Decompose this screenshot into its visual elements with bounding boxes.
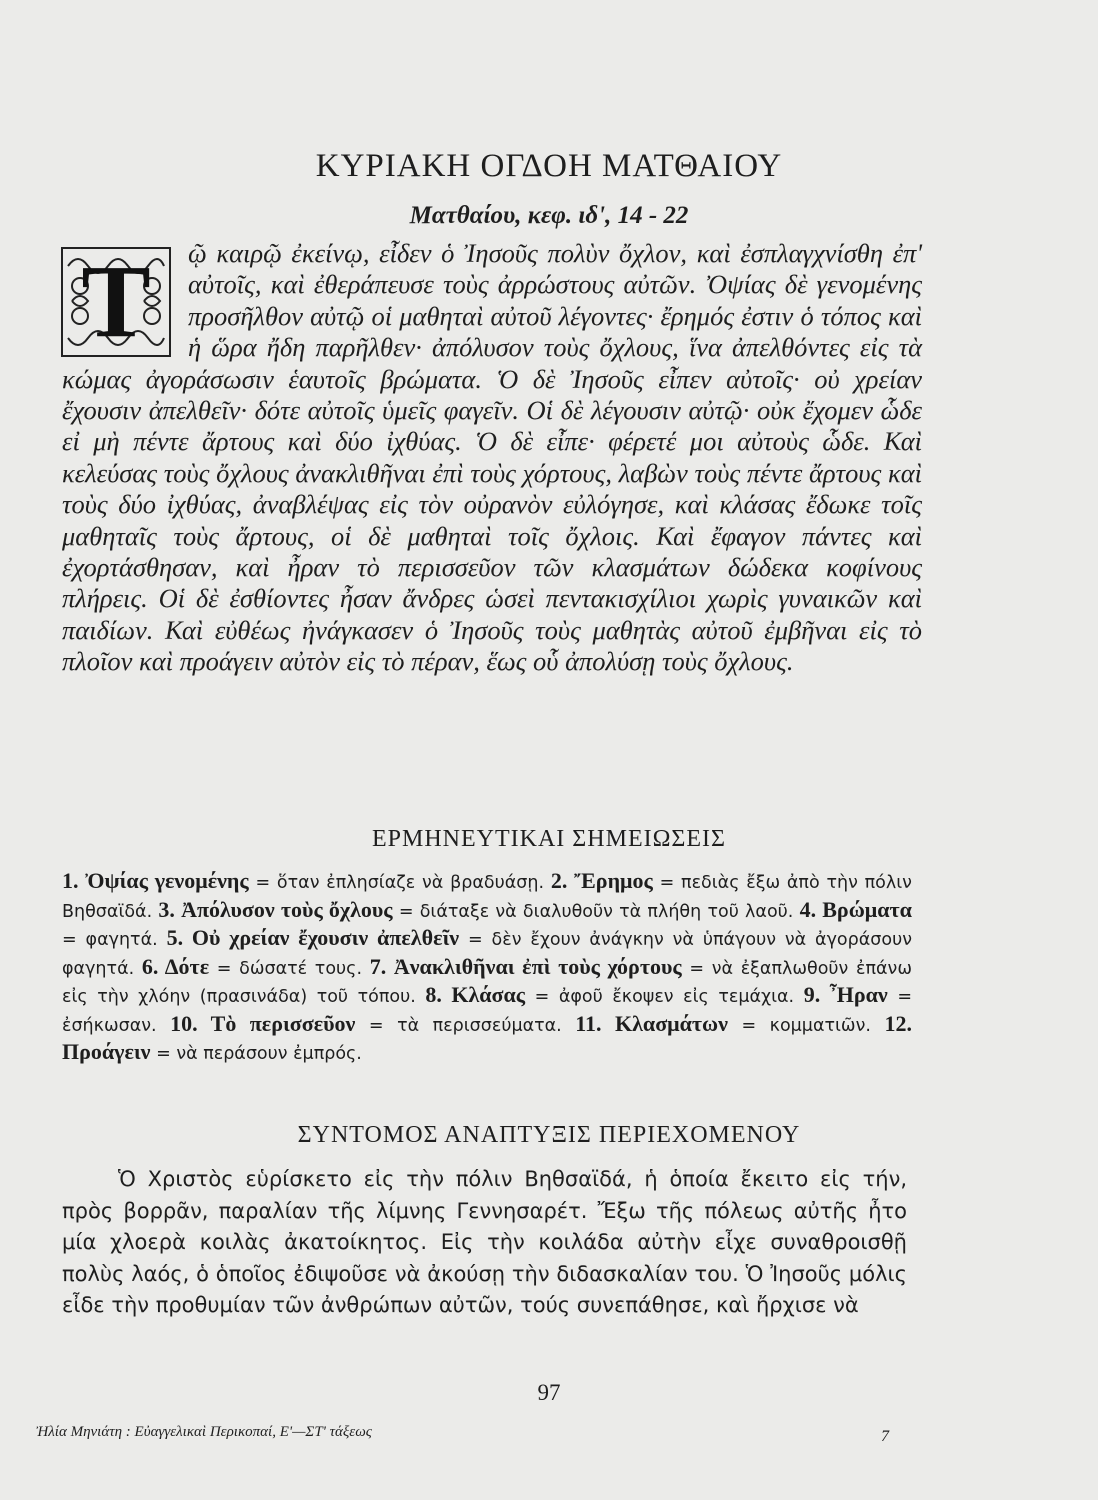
explanatory-notes [62,868,912,1068]
note-item: 12. Προάγειν = νὰ περάσουν ἐμπρός. [62,1010,912,1064]
page-number: 97 [537,1380,561,1405]
summary-paragraph: Ὁ Χριστὸς εὑρίσκετο εἰς τὴν πόλιν Βηθσαϊδά, ἡ ὁποία ἔκειτο εἰς τήν, πρὸς βορρᾶν, παραλίαν τῆς λίμνης Γεννησαρέτ. Ἔξω τῆς πόλεως αὐτῆς ἦτο μία χλοερὰ κοιλὰς ἀκατοίκητος. Εἰς τὴν κοιλάδα αὐτὴν εἶχε συναθροισθῇ πολὺς λαός, ὁ ὁποῖος ἐδιψοῦσε νὰ ἀκούσῃ τὴν διδασκαλίαν του. Ὁ Ἰησοῦς μόλις εἶδε τὴν προθυμίαν τῶν ἀνθρώπων αὐτῶν, τούς συνεπάθησε, καὶ ἤρχισε νὰ [62,1167,907,1318]
note-item: 11. Κλασμάτων = κομματιῶν. [575,1010,871,1036]
note-item: 1. Ὀψίας γενομένης = ὅταν ἐπλησίαζε νὰ βραδυάσῃ. [62,868,545,893]
note-item: 5. Οὐ χρείαν ἔχουσιν ἀπελθεῖν = δὲν ἔχουν ἀνάγκην νὰ ὑπάγουν νὰ ἀγοράσουν φαγητά. [62,925,912,979]
note-item: 4. Βρώματα = φαγητά. [62,896,912,950]
gospel-paragraph: ῷ καιρῷ ἐκείνῳ, εἶδεν ὁ Ἰησοῦς πολὺν ὄχλον, καὶ ἐσπλαγχνίσθη ἐπ' αὐτοῖς, καὶ ἐθεράπευσε τοὺς ἀρρώστους αὐτῶν. Ὀψίας δὲ γενομένης προσῆλθον αὐτῷ οἱ μαθηταὶ αὐτοῦ λέγοντες· ἔρημός ἐστιν ὁ τόπος καὶ ἡ ὥρα ἤδη παρῆλθεν· ἀπόλυσον τοὺς ὄχλους, ἵνα ἀπελθόντες εἰς τὰ κώμας ἀγοράσωσιν ἑαυτοῖς βρώματα. Ὁ δὲ Ἰησοῦς εἶπεν αὐτοῖς· οὐ χρείαν ἔχουσιν ἀπελθεῖν· δότε αὐτοῖς ὑμεῖς φαγεῖν. Οἱ δὲ λέγουσιν αὐτῷ· οὐκ ἔχομεν ὧδε εἰ μὴ πέντε ἄρτους καὶ δύο ἰχθύας. Ὁ δὲ εἶπε· φέρετέ μοι αὐτοὺς ὧδε. Καὶ κελεύσας τοὺς ὄχλους ἀνακλιθῆναι ἐπὶ τοὺς χόρτους, λαβὼν τοὺς πέντε ἄρτους καὶ τοὺς δύο ἰχθύας, ἀναβλέψας εἰς τὸν οὐρανὸν εὐλόγησε, καὶ κλάσας ἔδωκε τοῖς μαθηταῖς τοὺς ἄρτους, οἱ δὲ μαθηταὶ τοῖς ὄχλοις. Καὶ ἔφαγον πάντες καὶ ἐχορτάσθησαν, καὶ ἦραν τὸ περισσεῦον τῶν κλασμάτων δώδεκα κοφίνους πλήρεις. Οἱ δὲ ἐσθίοντες ἦσαν ἄνδρες ὡσεὶ πεντακισχίλιοι χωρὶς γυναικῶν καὶ παιδίων. Καὶ εὐθέως ἠνάγκασεν ὁ Ἰησοῦς τοὺς μαθητὰς αὐτοῦ ἐμβῆναι εἰς τὸ πλοῖον καὶ προάγειν αὐτὸν εἰς τὸ πέραν, ἕως οὗ ἀπολύσῃ τοὺς ὄχλους. [62,238,922,677]
note-item: 2. Ἔρημος = πεδιὰς ἔξω ἀπὸ τὴν πόλιν Βηθσαϊδά. [62,868,912,922]
note-item: 7. Ἀνακλιθῆναι ἐπὶ τοὺς χόρτους = νὰ ἐξαπλωθοῦν ἐπάνω εἰς τὴν χλόην (πρασινάδα) τοῦ τόπου. [62,953,912,1007]
page-title: ΚΥΡΙΑΚΗ ΟΓΔΟΗ ΜΑΤΘΑΙΟΥ [315,148,783,184]
summary-heading: ΣΥΝΤΟΜΟΣ ΑΝΑΠΤΥΞΙΣ ΠΕΡΙΕΧΟΜΕΝΟΥ [297,1122,801,1148]
note-item: 3. Ἀπόλυσον τοὺς ὄχλους = διάταξε νὰ διαλυθοῦν τὰ πλήθη τοῦ λαοῦ. [158,896,794,922]
note-item: 6. Δότε = δώσατέ τους. [141,953,363,979]
drop-cap-letter: Τ [81,244,151,359]
signature-mark: 7 [881,1428,889,1445]
note-item: 8. Κλάσας = ἀφοῦ ἔκοψεν εἰς τεμάχια. [425,982,795,1007]
gospel-text [62,238,922,678]
notes-heading: ΕΡΜΗΝΕΥΤΙΚΑΙ ΣΗΜΕΙΩΣΕΙΣ [371,826,727,852]
summary-text [62,1164,907,1322]
footer-citation: Ἠλία Μηνιάτη : Εὐαγγελικαὶ Περικοπαί, Ε'—ΣΤ' τάξεως [36,1424,372,1440]
note-item: 9. Ἦραν = ἐσήκωσαν. [62,982,912,1036]
ornamental-drop-cap [60,246,172,358]
note-item: 10. Τὸ περισσεῦον = τὰ περισσεύματα. [170,1010,562,1036]
scripture-reference: Ματθαίου, κεφ. ιδ', 14 - 22 [409,202,689,229]
